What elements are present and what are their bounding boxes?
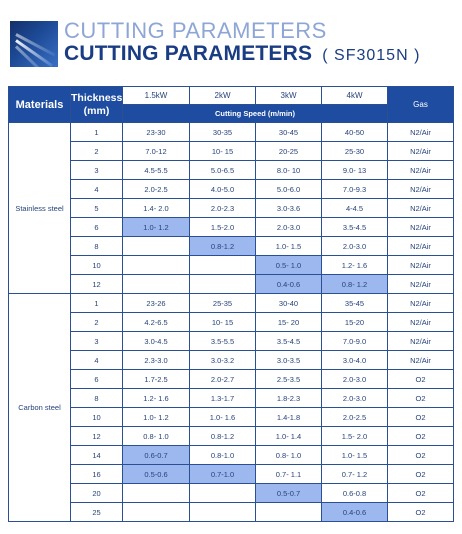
- speed-cell: 2.0-3.0: [256, 218, 322, 237]
- table-row: [9, 161, 454, 180]
- speed-cell: 5.0-6.5: [190, 161, 256, 180]
- cutting-parameters-table: [8, 86, 454, 522]
- thickness-cell: 1: [71, 123, 123, 142]
- table-row: [9, 503, 454, 522]
- thickness-cell: 4: [71, 180, 123, 199]
- gas-cell: O2: [388, 503, 454, 522]
- gas-cell: N2/Air: [388, 237, 454, 256]
- table-row: [9, 465, 454, 484]
- header-power-1: 1.5kW: [123, 87, 190, 105]
- speed-cell: 3.0-3.5: [256, 351, 322, 370]
- speed-cell: 8.0- 10: [256, 161, 322, 180]
- speed-cell: [256, 503, 322, 522]
- speed-cell: 2.0-2.5: [322, 408, 388, 427]
- gas-cell: O2: [388, 465, 454, 484]
- speed-cell: 3.5-4.5: [256, 332, 322, 351]
- speed-cell: 7.0-9.0: [322, 332, 388, 351]
- thickness-cell: 2: [71, 142, 123, 161]
- table-body: [9, 123, 454, 522]
- speed-cell: 15- 20: [256, 313, 322, 332]
- speed-cell: 1.5-2.0: [190, 218, 256, 237]
- gas-cell: N2/Air: [388, 123, 454, 142]
- speed-cell: 10- 15: [190, 313, 256, 332]
- thickness-cell: 8: [71, 237, 123, 256]
- table-row: [9, 123, 454, 142]
- speed-cell: 25-35: [190, 294, 256, 313]
- speed-cell: 0.6-0.7: [123, 446, 190, 465]
- speed-cell: [123, 237, 190, 256]
- gas-cell: N2/Air: [388, 275, 454, 294]
- speed-cell: 7.0-12: [123, 142, 190, 161]
- table-row: [9, 237, 454, 256]
- speed-cell: 2.0-2.7: [190, 370, 256, 389]
- header-gas: Gas: [388, 87, 454, 123]
- gas-cell: N2/Air: [388, 351, 454, 370]
- thickness-cell: 10: [71, 408, 123, 427]
- speed-cell: 30-45: [256, 123, 322, 142]
- speed-cell: 20-25: [256, 142, 322, 161]
- material-cell: Stainless steel: [9, 123, 71, 294]
- thickness-cell: 3: [71, 332, 123, 351]
- speed-cell: 1.0- 1.2: [123, 218, 190, 237]
- speed-cell: 3.0-3.2: [190, 351, 256, 370]
- speed-cell: 1.2- 1.6: [123, 389, 190, 408]
- gas-cell: N2/Air: [388, 142, 454, 161]
- speed-cell: 15-20: [322, 313, 388, 332]
- gas-cell: N2/Air: [388, 256, 454, 275]
- thickness-cell: 3: [71, 161, 123, 180]
- header-materials: Materials: [9, 87, 71, 123]
- speed-cell: 0.5-0.7: [256, 484, 322, 503]
- speed-cell: [190, 275, 256, 294]
- speed-cell: [190, 256, 256, 275]
- speed-cell: 4.5-5.5: [123, 161, 190, 180]
- gas-cell: N2/Air: [388, 180, 454, 199]
- thickness-cell: 12: [71, 427, 123, 446]
- laser-logo-icon: [10, 21, 58, 67]
- gas-cell: N2/Air: [388, 332, 454, 351]
- speed-cell: 4-4.5: [322, 199, 388, 218]
- speed-cell: 5.0-6.0: [256, 180, 322, 199]
- speed-cell: [190, 503, 256, 522]
- speed-cell: 1.4-1.8: [256, 408, 322, 427]
- speed-cell: 0.5-0.6: [123, 465, 190, 484]
- speed-cell: [123, 484, 190, 503]
- gas-cell: N2/Air: [388, 294, 454, 313]
- header-cutting-speed: Cutting Speed (m/min): [123, 105, 388, 123]
- speed-cell: 1.4- 2.0: [123, 199, 190, 218]
- material-cell: Carbon steel: [9, 294, 71, 522]
- speed-cell: 0.7-1.0: [190, 465, 256, 484]
- thickness-cell: 14: [71, 446, 123, 465]
- header-power-4: 4kW: [322, 87, 388, 105]
- speed-cell: 0.4-0.6: [256, 275, 322, 294]
- gas-cell: N2/Air: [388, 161, 454, 180]
- table-row: [9, 199, 454, 218]
- speed-cell: 0.7- 1.1: [256, 465, 322, 484]
- title-text: CUTTING PARAMETERS: [64, 42, 313, 65]
- speed-cell: 23-26: [123, 294, 190, 313]
- model-number: ( SF3015N ): [322, 47, 421, 64]
- thickness-cell: 4: [71, 351, 123, 370]
- speed-cell: 2.0-2.5: [123, 180, 190, 199]
- gas-cell: O2: [388, 389, 454, 408]
- speed-cell: 2.3-3.0: [123, 351, 190, 370]
- thickness-cell: 6: [71, 218, 123, 237]
- speed-cell: 4.0-5.0: [190, 180, 256, 199]
- speed-cell: 0.7- 1.2: [322, 465, 388, 484]
- gas-cell: O2: [388, 484, 454, 503]
- header-power-2: 2kW: [190, 87, 256, 105]
- speed-cell: 0.8- 1.0: [256, 446, 322, 465]
- speed-cell: [190, 484, 256, 503]
- speed-cell: 23-30: [123, 123, 190, 142]
- table-row: [9, 275, 454, 294]
- table-row: [9, 370, 454, 389]
- speed-cell: 1.3-1.7: [190, 389, 256, 408]
- speed-cell: 2.5-3.5: [256, 370, 322, 389]
- speed-cell: 3.5-5.5: [190, 332, 256, 351]
- thickness-cell: 20: [71, 484, 123, 503]
- speed-cell: 2.0-3.0: [322, 370, 388, 389]
- thickness-cell: 6: [71, 370, 123, 389]
- thickness-cell: 8: [71, 389, 123, 408]
- gas-cell: N2/Air: [388, 199, 454, 218]
- thickness-cell: 25: [71, 503, 123, 522]
- table-row: [9, 180, 454, 199]
- page-header: [8, 20, 458, 68]
- table-row: [9, 408, 454, 427]
- table-row: [9, 389, 454, 408]
- table-row: [9, 294, 454, 313]
- ghost-title: CUTTING PARAMETERS: [64, 18, 327, 43]
- speed-cell: 0.8- 1.2: [322, 275, 388, 294]
- page-title: [64, 42, 420, 66]
- speed-cell: 2.0-2.3: [190, 199, 256, 218]
- speed-cell: 3.0-4.5: [123, 332, 190, 351]
- speed-cell: 2.0-3.0: [322, 237, 388, 256]
- speed-cell: 4.2-6.5: [123, 313, 190, 332]
- thickness-cell: 16: [71, 465, 123, 484]
- speed-cell: 1.2- 1.6: [322, 256, 388, 275]
- speed-cell: [123, 256, 190, 275]
- header-power-3: 3kW: [256, 87, 322, 105]
- table-row: [9, 142, 454, 161]
- speed-cell: 1.0- 1.5: [256, 237, 322, 256]
- speed-cell: 1.0- 1.4: [256, 427, 322, 446]
- speed-cell: 10- 15: [190, 142, 256, 161]
- thickness-cell: 1: [71, 294, 123, 313]
- speed-cell: 2.0-3.0: [322, 389, 388, 408]
- table-row: [9, 484, 454, 503]
- speed-cell: 0.4-0.6: [322, 503, 388, 522]
- speed-cell: 9.0- 13: [322, 161, 388, 180]
- speed-cell: 1.0- 1.6: [190, 408, 256, 427]
- table-row: [9, 218, 454, 237]
- gas-cell: N2/Air: [388, 218, 454, 237]
- thickness-cell: 5: [71, 199, 123, 218]
- header-thickness: Thickness (mm): [71, 87, 123, 123]
- speed-cell: 40-50: [322, 123, 388, 142]
- table-row: [9, 446, 454, 465]
- speed-cell: 0.6-0.8: [322, 484, 388, 503]
- speed-cell: 3.0-3.6: [256, 199, 322, 218]
- speed-cell: 30-35: [190, 123, 256, 142]
- gas-cell: O2: [388, 427, 454, 446]
- speed-cell: 1.0- 1.5: [322, 446, 388, 465]
- speed-cell: [123, 275, 190, 294]
- speed-cell: 1.8-2.3: [256, 389, 322, 408]
- gas-cell: O2: [388, 370, 454, 389]
- table-row: [9, 332, 454, 351]
- speed-cell: [123, 503, 190, 522]
- speed-cell: 0.8- 1.0: [123, 427, 190, 446]
- speed-cell: 1.0- 1.2: [123, 408, 190, 427]
- speed-cell: 1.7-2.5: [123, 370, 190, 389]
- speed-cell: 0.8-1.2: [190, 427, 256, 446]
- speed-cell: 3.5-4.5: [322, 218, 388, 237]
- table-row: [9, 351, 454, 370]
- speed-cell: 35-45: [322, 294, 388, 313]
- table-row: [9, 313, 454, 332]
- speed-cell: 0.5- 1.0: [256, 256, 322, 275]
- table-row: [9, 256, 454, 275]
- gas-cell: O2: [388, 408, 454, 427]
- speed-cell: 3.0-4.0: [322, 351, 388, 370]
- thickness-cell: 12: [71, 275, 123, 294]
- speed-cell: 1.5- 2.0: [322, 427, 388, 446]
- speed-cell: 0.8-1.2: [190, 237, 256, 256]
- speed-cell: 0.8-1.0: [190, 446, 256, 465]
- table-row: [9, 427, 454, 446]
- speed-cell: 7.0-9.3: [322, 180, 388, 199]
- thickness-cell: 10: [71, 256, 123, 275]
- speed-cell: 25-30: [322, 142, 388, 161]
- gas-cell: O2: [388, 446, 454, 465]
- gas-cell: N2/Air: [388, 313, 454, 332]
- speed-cell: 30-40: [256, 294, 322, 313]
- thickness-cell: 2: [71, 313, 123, 332]
